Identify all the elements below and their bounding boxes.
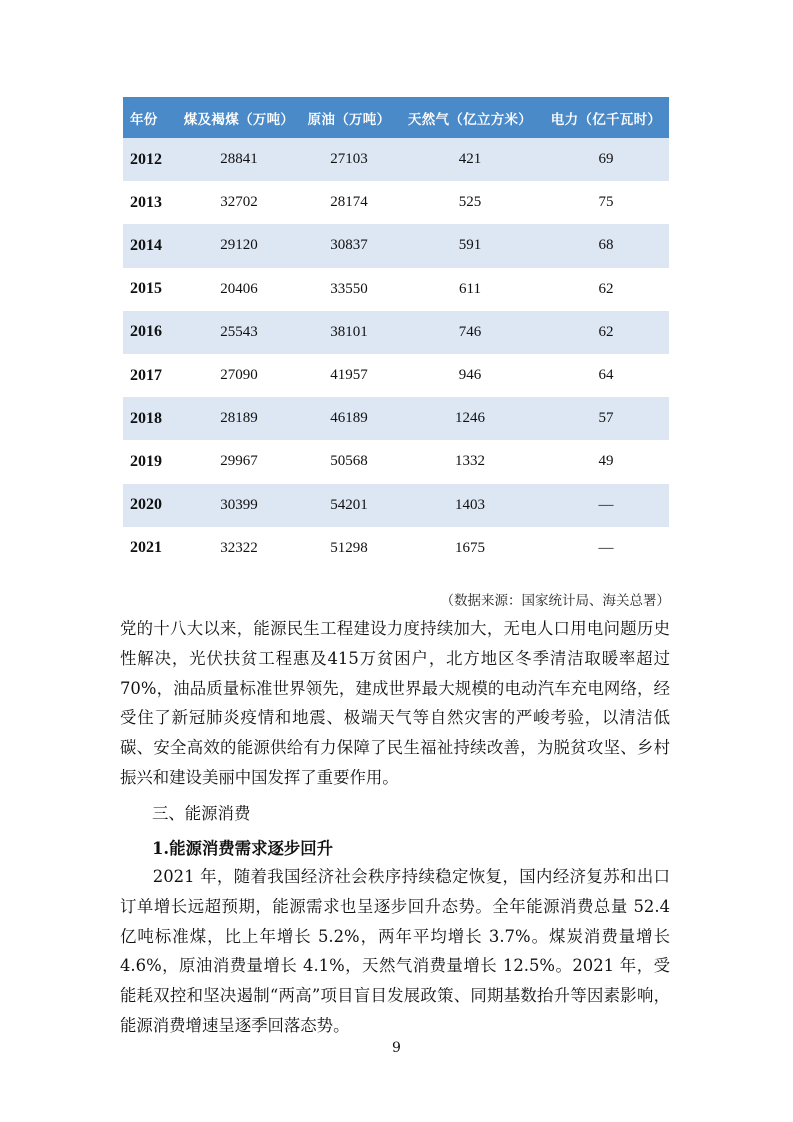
cell-electricity: 49 — [543, 440, 669, 483]
paragraph-text: 党的十八大以来，能源民生工程建设力度持续加大，无电人口用电问题历史性解决，光伏扶贫工程惠及415万贫困户，北方地区冬季清洁取暖率超过70%，油品质量标准世界领先，建成世界最大规模的电动汽车充电网络，经受住了新冠肺炎疫情和地震、极端天气等自然灾害的严峻考验，以清洁低碳、安全高效的能源供给有力保障了民生福祉持续改善，为脱贫攻坚、乡村振兴和建设美丽中国发挥了重要作用。 — [120, 619, 670, 787]
table-row — [123, 527, 669, 570]
table-row — [123, 138, 669, 181]
cell-crude-oil: 50568 — [301, 440, 397, 483]
cell-year: 2016 — [123, 311, 177, 354]
paragraph-text: 2021 年，随着我国经济社会秩序持续稳定恢复，国内经济复苏和出口订单增长远超预期，能源需求也呈逐步回升态势。全年能源消费总量 52.4 亿吨标准煤，比上年增长 5.2%，两年平均增长 3.7%。煤炭消费量增长 4.6%，原油消费量增长 4.1%，天然气消费量增长 12.5%。2021 年，受能耗双控和坚决遏制“两高”项目盲目发展政策、同期基数抬升等因素影响，能源消费增速呈逐季回落态势。 — [120, 867, 670, 1035]
cell-natural-gas: 421 — [397, 138, 543, 181]
cell-crude-oil: 54201 — [301, 484, 397, 527]
cell-natural-gas: 1332 — [397, 440, 543, 483]
table-row — [123, 268, 669, 311]
table-row — [123, 484, 669, 527]
energy-table-container — [123, 97, 669, 570]
energy-data-table — [123, 97, 669, 570]
header-natural-gas: 天然气（亿立方米） — [397, 97, 543, 138]
cell-coal: 28189 — [177, 397, 301, 440]
body-paragraph-1 — [120, 614, 670, 793]
cell-crude-oil: 33550 — [301, 268, 397, 311]
table-row — [123, 224, 669, 267]
cell-electricity: 62 — [543, 268, 669, 311]
cell-coal: 32702 — [177, 181, 301, 224]
cell-electricity: 62 — [543, 311, 669, 354]
cell-natural-gas: 1403 — [397, 484, 543, 527]
cell-year: 2018 — [123, 397, 177, 440]
header-crude-oil: 原油（万吨） — [301, 97, 397, 138]
cell-crude-oil: 51298 — [301, 527, 397, 570]
cell-natural-gas: 611 — [397, 268, 543, 311]
cell-year: 2021 — [123, 527, 177, 570]
subsection-heading: 1.能源消费需求逐步回升 — [152, 839, 334, 858]
cell-year: 2013 — [123, 181, 177, 224]
cell-year: 2019 — [123, 440, 177, 483]
cell-electricity: 69 — [543, 138, 669, 181]
header-coal: 煤及褐煤（万吨） — [177, 97, 301, 138]
cell-coal: 28841 — [177, 138, 301, 181]
cell-coal: 30399 — [177, 484, 301, 527]
cell-coal: 29967 — [177, 440, 301, 483]
table-row — [123, 311, 669, 354]
header-electricity: 电力（亿千瓦时） — [543, 97, 669, 138]
cell-natural-gas: 746 — [397, 311, 543, 354]
cell-crude-oil: 38101 — [301, 311, 397, 354]
cell-coal: 32322 — [177, 527, 301, 570]
cell-coal: 29120 — [177, 224, 301, 267]
cell-natural-gas: 1675 — [397, 527, 543, 570]
cell-natural-gas: 525 — [397, 181, 543, 224]
cell-crude-oil: 28174 — [301, 181, 397, 224]
cell-year: 2012 — [123, 138, 177, 181]
cell-crude-oil: 30837 — [301, 224, 397, 267]
cell-electricity: 75 — [543, 181, 669, 224]
cell-crude-oil: 27103 — [301, 138, 397, 181]
table-row — [123, 397, 669, 440]
cell-electricity: 68 — [543, 224, 669, 267]
table-header-row — [123, 97, 669, 138]
cell-coal: 27090 — [177, 354, 301, 397]
cell-year: 2017 — [123, 354, 177, 397]
cell-electricity: 64 — [543, 354, 669, 397]
cell-natural-gas: 591 — [397, 224, 543, 267]
cell-year: 2020 — [123, 484, 177, 527]
cell-electricity: 57 — [543, 397, 669, 440]
cell-electricity: — — [543, 484, 669, 527]
table-row — [123, 181, 669, 224]
header-year: 年份 — [123, 97, 177, 138]
section-heading: 三、能源消费 — [152, 804, 251, 823]
cell-crude-oil: 46189 — [301, 397, 397, 440]
cell-year: 2015 — [123, 268, 177, 311]
body-paragraph-2 — [120, 862, 670, 1041]
cell-year: 2014 — [123, 224, 177, 267]
table-row — [123, 354, 669, 397]
data-source-note: （数据来源：国家统计局、海关总署） — [440, 593, 670, 609]
cell-electricity: — — [543, 527, 669, 570]
table-row — [123, 440, 669, 483]
cell-coal: 25543 — [177, 311, 301, 354]
cell-natural-gas: 1246 — [397, 397, 543, 440]
page-number: 9 — [392, 1040, 401, 1056]
cell-coal: 20406 — [177, 268, 301, 311]
cell-natural-gas: 946 — [397, 354, 543, 397]
cell-crude-oil: 41957 — [301, 354, 397, 397]
